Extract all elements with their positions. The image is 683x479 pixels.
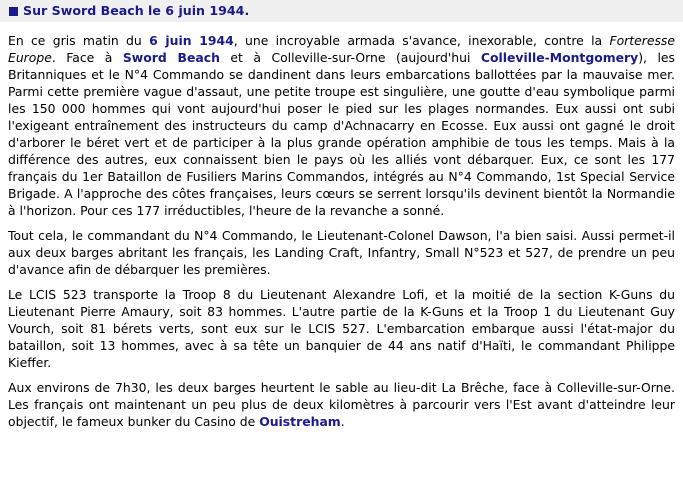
text-run: . Face à — [51, 50, 123, 65]
place-highlight-ouistreham: Ouistreham — [259, 414, 341, 429]
text-run: . — [340, 414, 345, 429]
paragraph-2: Tout cela, le commandant du N°4 Commando, le Lieutenant-Colonel Dawson, l'a bien saisi. Aussi permet-il aux deux barges abritant les français, les Landing Craft, Infantry, Small N°523 et 527, de prendre un peu d'avance afin de débarquer les premières. — [8, 228, 675, 277]
text-run: , une incroyable armada s'avance, inexorable, contre la — [233, 33, 610, 48]
paragraph-3: Le LCIS 523 transporte la Troop 8 du Lieutenant Alexandre Lofi, et la moitié de la section K-Guns du Lieutenant Pierre Amaury, soit 83 hommes. L'autre partie de la K-Guns et la Troop 1 du Lieutenant Guy Vourch, soit 81 bérets verts, sont eux sur le LCIS 527. L'embarcation embarque aussi l'état-major du bataillon, soit 13 hommes, avec à sa tête un banquier de 44 ans natif d'Haïti, le commandant Philippe Kieffer. — [8, 287, 675, 370]
place-highlight-sword-beach: Sword Beach — [122, 50, 220, 65]
paragraph-1 — [8, 32, 675, 219]
text-run: En ce gris matin du — [8, 33, 150, 48]
text-run: ), les Britanniques et le N°4 Commando se dandinent dans leurs embarcations ballottées par la mauvaise mer. Parmi cette première vague d'assaut, une petite troupe est singulière, une goutte d'eau symbolique parmi les 150 000 hommes qui vont aujourd'hui poser le pied sur les plages normandes. Eux aussi ont subi l'exigeant entraînement des instructeurs du camp d'Achnacarry en Ecosse. Eux aussi ont gagné le droit d'arborer le béret vert et de participer à la plus grande opération amphibie de tous les temps. Mais à la différence des autres, eux connaissent bien le pays où les alliés vont débarquer. Eux, ce sont les 177 français du 1er Bataillon de Fusiliers Marins Commandos, intégrés au N°4 Commando, 1st Special Service Brigade. A l'approche des côtes françaises, leurs cœurs se serrent lorsqu'ils devinent bientôt la Normandie à l'horizon. Pour ces 177 irréductibles, l'heure de la revanche a sonné. — [8, 50, 675, 218]
square-bullet-icon — [9, 7, 18, 16]
italic-term: Forteresse Europe — [8, 33, 676, 65]
date-highlight: 6 juin 1944 — [149, 33, 234, 48]
section-heading-bar — [0, 0, 683, 22]
text-run: et à Colleville-sur-Orne (aujourd'hui — [219, 50, 481, 65]
article-body — [8, 32, 675, 438]
text-run: Aux environs de 7h30, les deux barges heurtent le sable au lieu-dit La Brêche, face à Colleville-sur-Orne. Les français ont maintenant un peu plus de deux kilomètres à parcourir vers l'Est avant d'atteindre leur objectif, le fameux bunker du Casino de — [8, 380, 675, 429]
section-title: Sur Sword Beach le 6 juin 1944. — [23, 3, 250, 18]
place-highlight-colleville-montgomery: Colleville-Montgomery — [480, 50, 639, 65]
paragraph-4 — [8, 379, 675, 430]
